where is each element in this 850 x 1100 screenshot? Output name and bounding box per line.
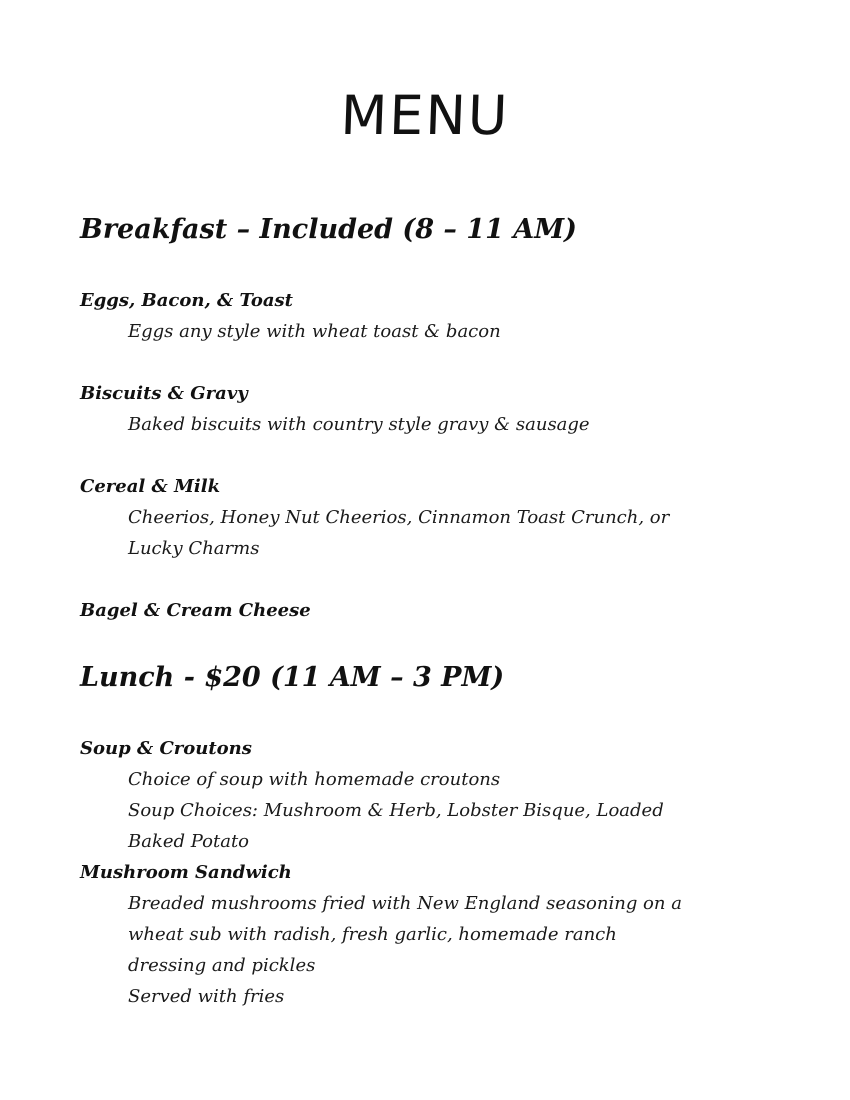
menu-item-name: Soup & Croutons: [80, 738, 252, 759]
menu-item-description: Choice of soup with homemade croutons: [128, 769, 501, 790]
menu-item-name: Biscuits & Gravy: [80, 383, 248, 404]
breakfast-heading: Breakfast – Included (8 – 11 AM): [80, 214, 577, 245]
menu-item-description: Baked Potato: [128, 831, 250, 852]
menu-item-name: Mushroom Sandwich: [80, 862, 292, 883]
menu-item-description: Lucky Charms: [128, 538, 260, 559]
menu-item-description: dressing and pickles: [128, 955, 316, 976]
menu-item-description: wheat sub with radish, fresh garlic, homemade ranch: [128, 924, 617, 945]
menu-item-description: Breaded mushrooms fried with New England seasoning on a: [128, 893, 682, 914]
page-title: MENU: [339, 84, 511, 147]
menu-item-description: Baked biscuits with country style gravy & sausage: [128, 414, 590, 435]
menu-item-description: Soup Choices: Mushroom & Herb, Lobster Bisque, Loaded: [128, 800, 664, 821]
menu-item-description: Cheerios, Honey Nut Cheerios, Cinnamon Toast Crunch, or: [128, 507, 670, 528]
menu-item-name: Bagel & Cream Cheese: [80, 600, 311, 621]
menu-item-description: Served with fries: [128, 986, 285, 1007]
lunch-heading: Lunch - $20 (11 AM – 3 PM): [80, 662, 505, 693]
menu-item-name: Cereal & Milk: [80, 476, 221, 497]
menu-item-name: Eggs, Bacon, & Toast: [80, 290, 293, 311]
menu-item-description: Eggs any style with wheat toast & bacon: [128, 321, 501, 342]
